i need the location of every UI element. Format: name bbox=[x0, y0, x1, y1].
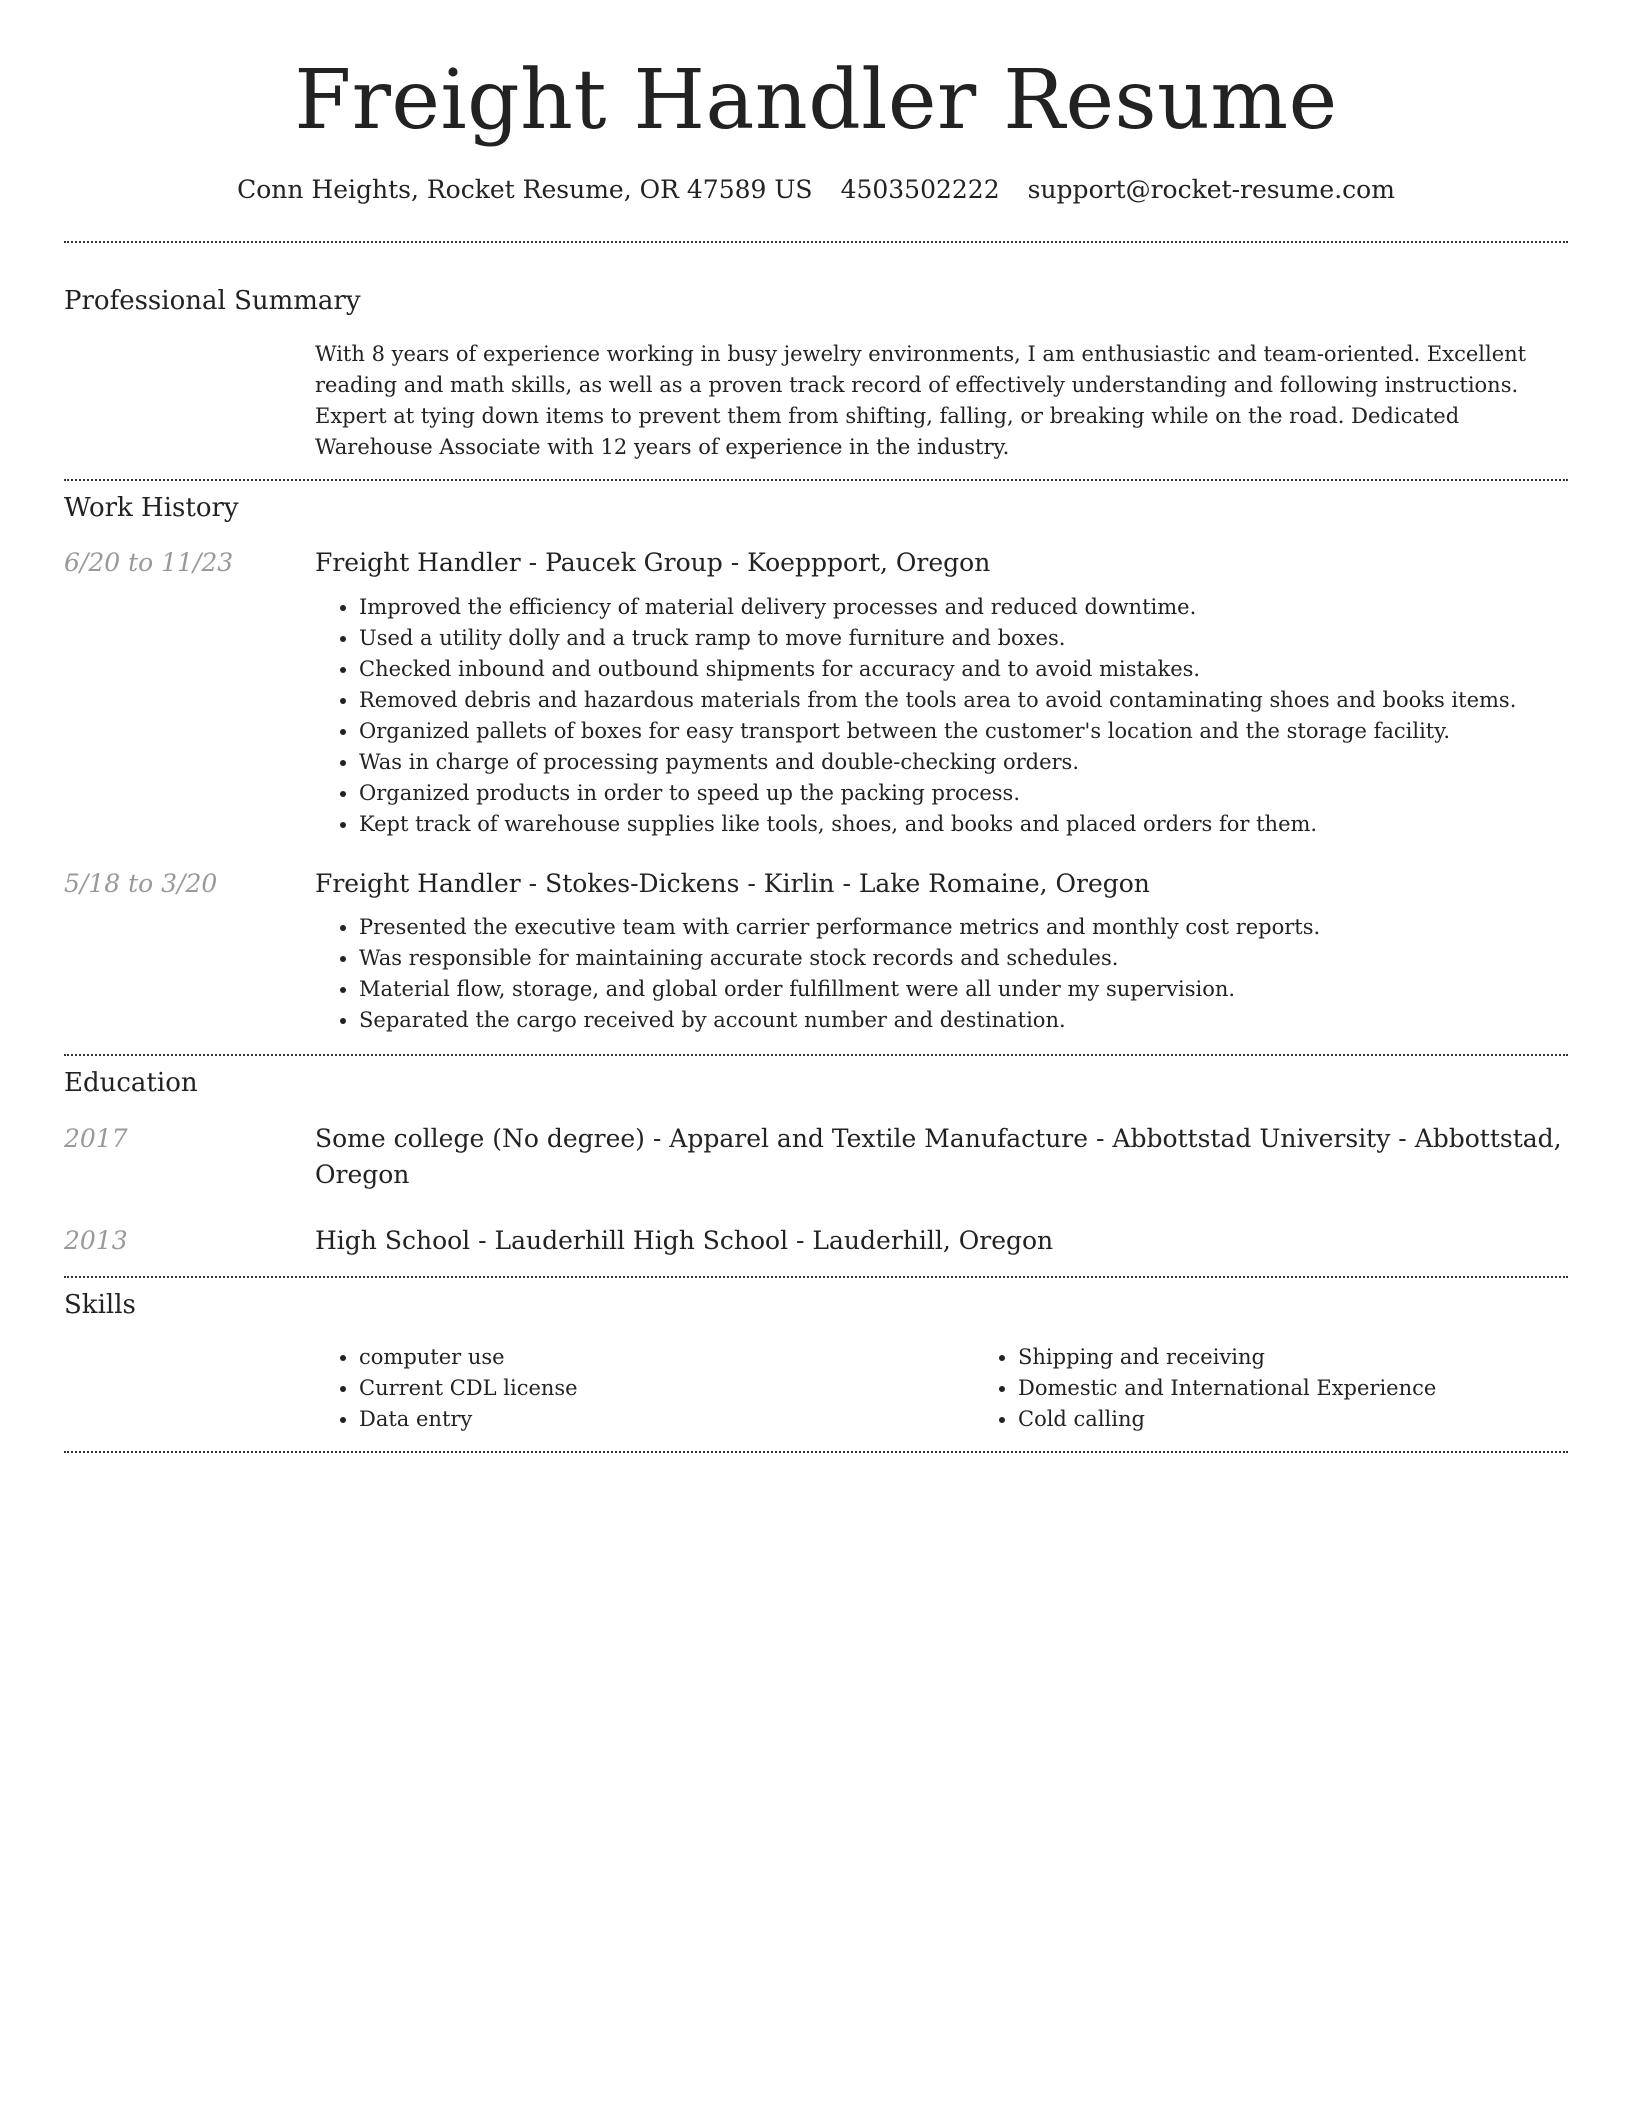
education-year: 2013 bbox=[64, 1226, 128, 1256]
contact-email: support@rocket-resume.com bbox=[1027, 175, 1395, 205]
list-item: • Was in charge of processing payments and double-checking orders. bbox=[359, 747, 1568, 778]
list-item: • Was responsible for maintaining accurate stock records and schedules. bbox=[359, 943, 1568, 974]
skills-column-right bbox=[974, 1342, 1632, 1435]
education-year: 2017 bbox=[64, 1123, 128, 1153]
work-history-heading: Work History bbox=[64, 492, 239, 523]
resume-title: Freight Handler Resume bbox=[294, 53, 1338, 148]
skills-section bbox=[64, 1289, 1568, 1436]
contact-phone: 4503502222 bbox=[840, 175, 1000, 205]
list-item: • Separated the cargo received by account number and destination. bbox=[359, 1005, 1568, 1036]
divider bbox=[64, 1276, 1568, 1278]
list-item: • Material flow, storage, and global order fulfillment were all under my supervision. bbox=[359, 974, 1568, 1005]
summary-text: With 8 years of experience working in busy jewelry environments, I am enthusiastic and team-oriented. Excellent reading and math skills, as well as a proven track record of effectively understanding and following instructions. Expert at tying down items to prevent them from shifting, falling, or breaking while on the road. Dedicated Warehouse Associate with 12 years of experience in the industry. bbox=[315, 341, 1527, 459]
summary-section bbox=[64, 285, 1568, 463]
divider bbox=[64, 1054, 1568, 1056]
divider bbox=[64, 241, 1568, 243]
job-entry bbox=[64, 545, 1568, 839]
education-heading: Education bbox=[64, 1067, 198, 1098]
skill-item: • Cold calling bbox=[1018, 1404, 1632, 1435]
skill-item: • computer use bbox=[359, 1342, 974, 1373]
list-item: • Removed debris and hazardous materials from the tools area to avoid contaminating shoes and books items. bbox=[359, 685, 1568, 716]
list-item: • Presented the executive team with carrier performance metrics and monthly cost reports. bbox=[359, 912, 1568, 943]
skills-heading: Skills bbox=[64, 1289, 136, 1320]
contact-line bbox=[64, 174, 1568, 207]
list-item: • Organized products in order to speed up the packing process. bbox=[359, 778, 1568, 809]
skills-column-left bbox=[315, 1342, 974, 1435]
job-bullets bbox=[315, 912, 1568, 1036]
divider bbox=[64, 1451, 1568, 1453]
job-title: Freight Handler - Paucek Group - Koeppport, Oregon bbox=[315, 548, 991, 578]
job-title: Freight Handler - Stokes-Dickens - Kirlin - Lake Romaine, Oregon bbox=[315, 868, 1150, 898]
job-dates: 6/20 to 11/23 bbox=[64, 548, 234, 578]
list-item: • Checked inbound and outbound shipments for accuracy and to avoid mistakes. bbox=[359, 654, 1568, 685]
summary-heading: Professional Summary bbox=[64, 285, 361, 316]
contact-address: Conn Heights, Rocket Resume, OR 47589 US bbox=[237, 175, 813, 205]
education-entry bbox=[64, 1121, 1568, 1194]
job-bullets bbox=[315, 592, 1568, 840]
skill-item: • Domestic and International Experience bbox=[1018, 1373, 1632, 1404]
resume-page bbox=[64, 0, 1568, 1453]
list-item: • Used a utility dolly and a truck ramp to move furniture and boxes. bbox=[359, 623, 1568, 654]
list-item: • Improved the efficiency of material delivery processes and reduced downtime. bbox=[359, 592, 1568, 623]
skill-item: • Data entry bbox=[359, 1404, 974, 1435]
divider bbox=[64, 479, 1568, 481]
education-title: High School - Lauderhill High School - Lauderhill, Oregon bbox=[315, 1226, 1054, 1256]
work-history-section bbox=[64, 492, 1568, 1036]
skills-list bbox=[315, 1342, 1632, 1435]
skill-item: • Current CDL license bbox=[359, 1373, 974, 1404]
job-entry bbox=[64, 866, 1568, 1036]
education-section bbox=[64, 1067, 1568, 1260]
skill-item: • Shipping and receiving bbox=[1018, 1342, 1632, 1373]
list-item: • Organized pallets of boxes for easy transport between the customer's location and the storage facility. bbox=[359, 716, 1568, 747]
education-title: Some college (No degree) - Apparel and Textile Manufacture - Abbottstad University - Abbottstad, Oregon bbox=[315, 1123, 1562, 1190]
job-dates: 5/18 to 3/20 bbox=[64, 868, 218, 898]
list-item: • Kept track of warehouse supplies like tools, shoes, and books and placed orders for them. bbox=[359, 809, 1568, 840]
education-entry bbox=[64, 1223, 1568, 1259]
